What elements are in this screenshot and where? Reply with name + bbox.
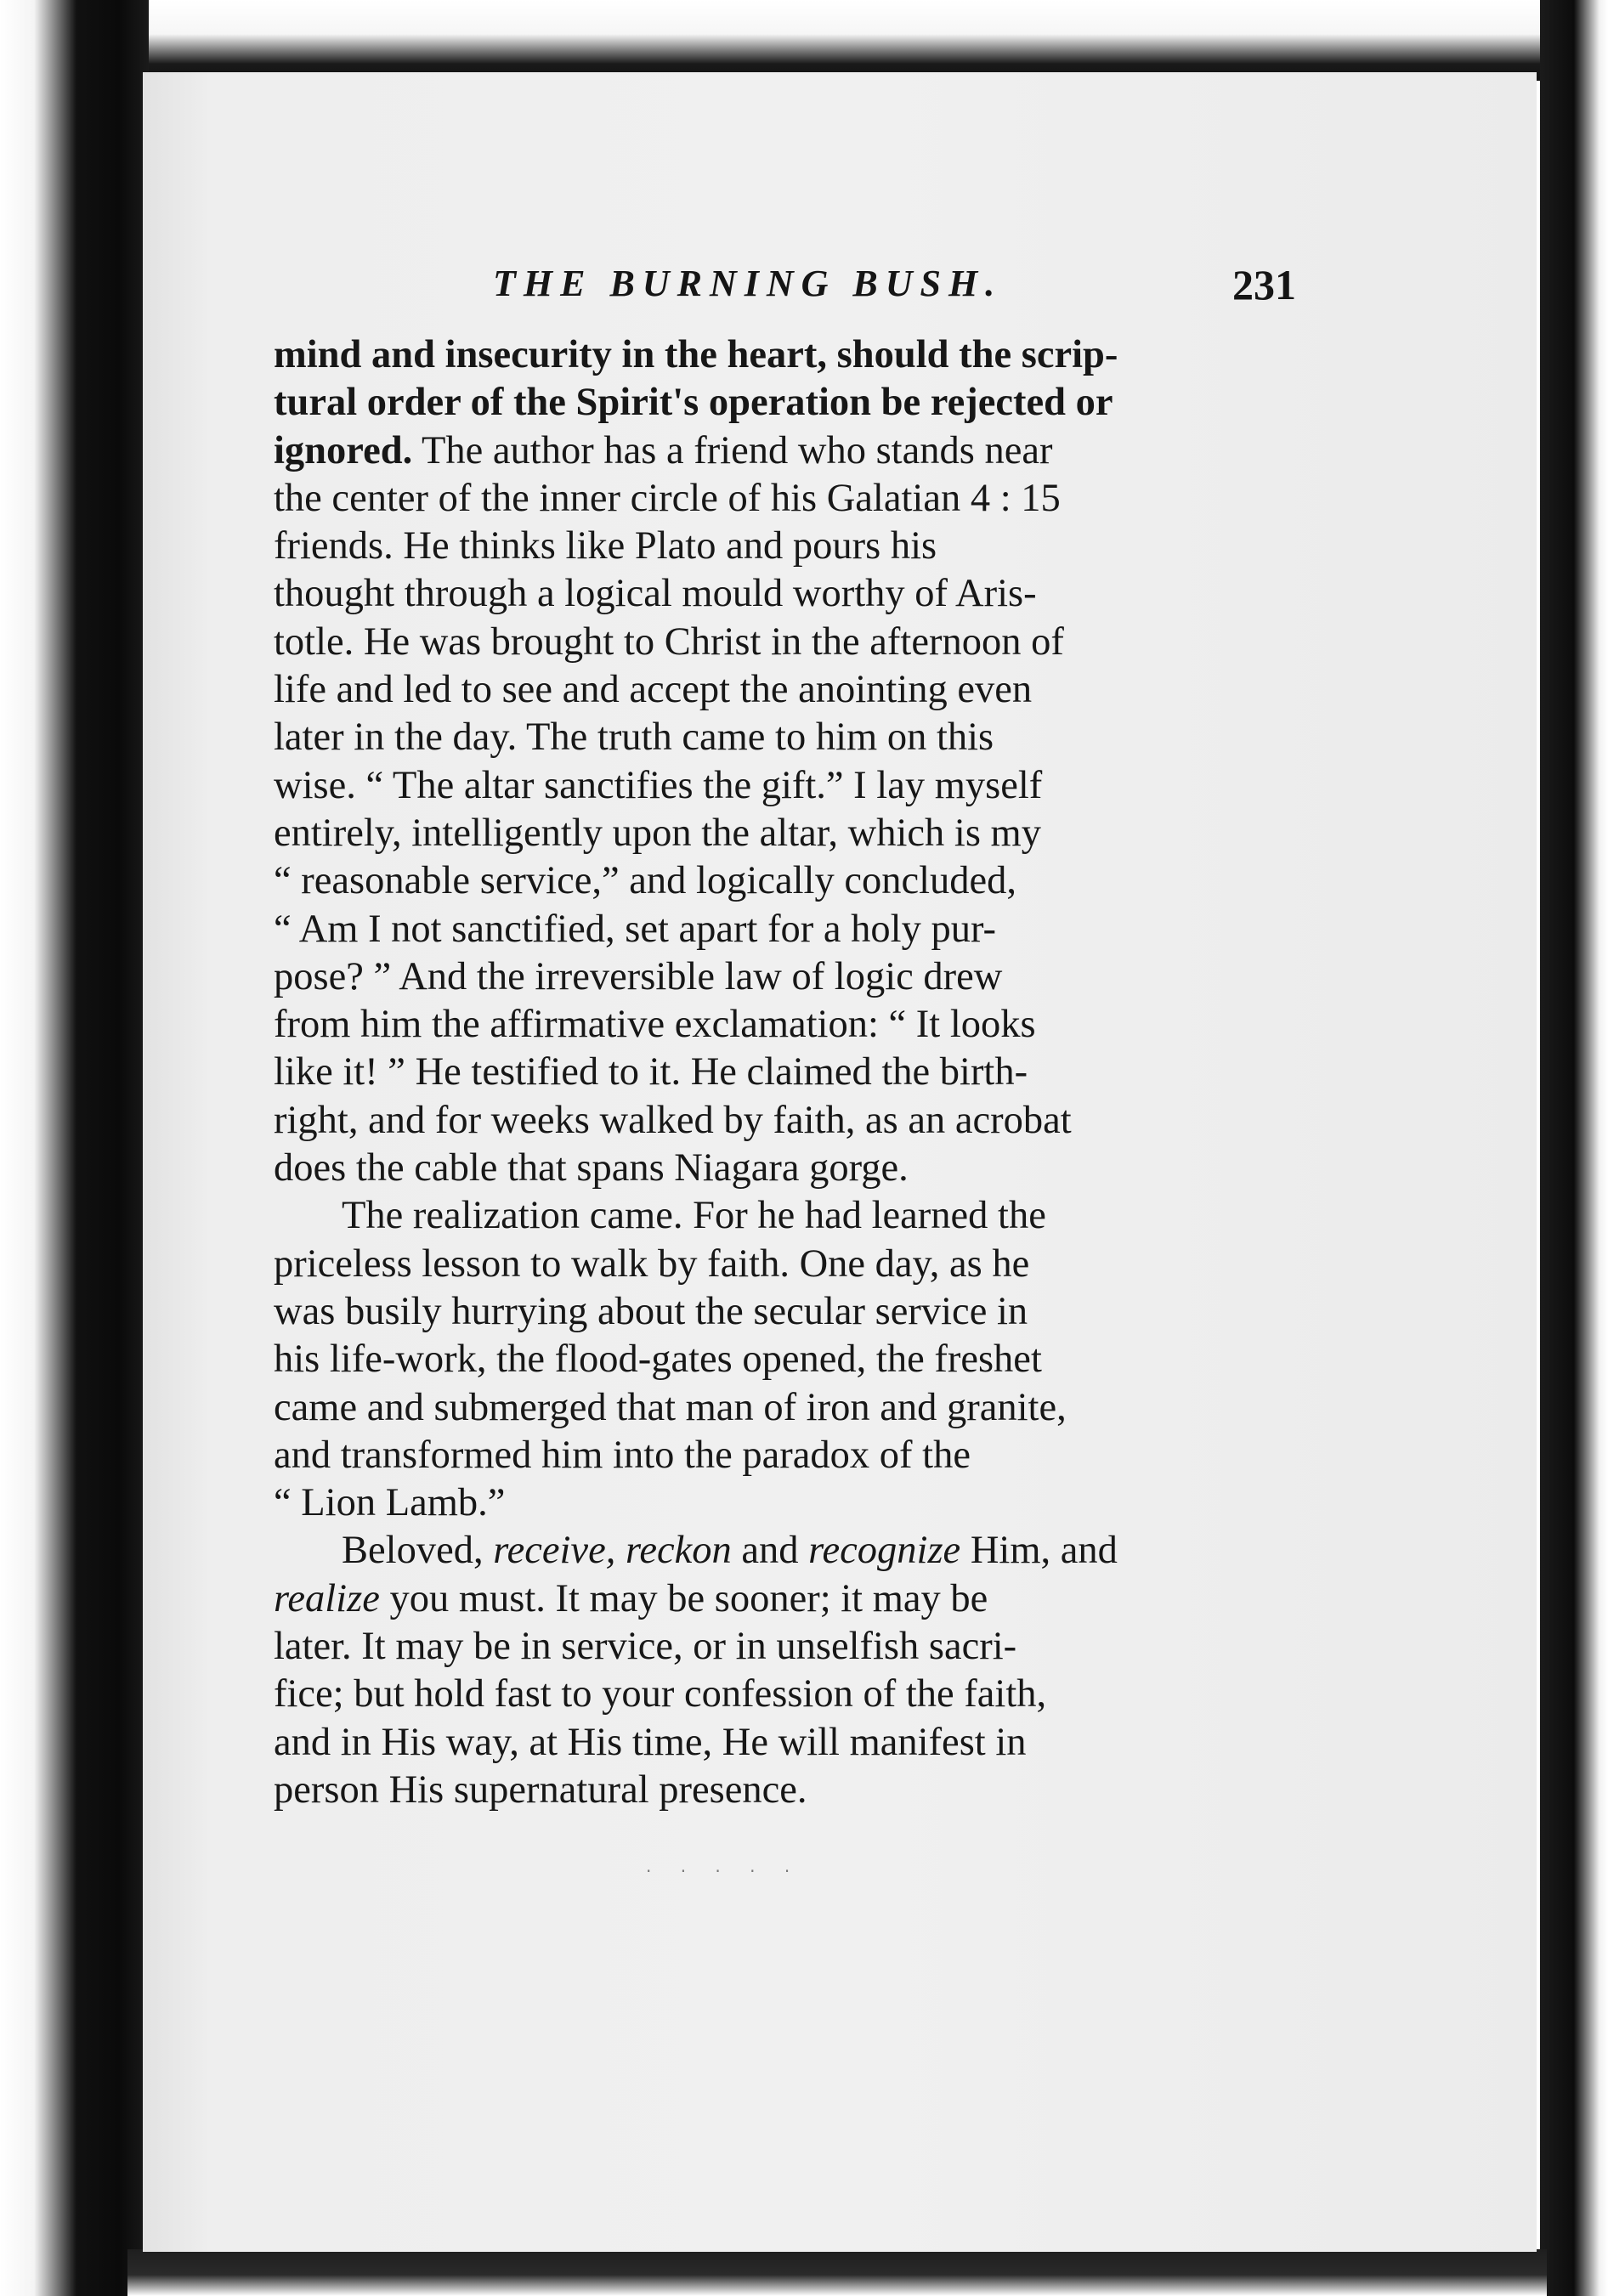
scan-edge-bottom	[127, 2249, 1547, 2296]
paragraph-1	[274, 331, 1302, 1192]
paragraph-3-part-e: you must. It may be sooner; it may be later. It may be in service, or in unselfish sacri- fice; but hold fast to your confession of the faith, and in His way, at His time, He will manifest in person His supernatural presence.	[274, 1576, 1047, 1812]
scan-edge-top	[127, 0, 1547, 81]
paragraph-3-part-c: and	[731, 1529, 809, 1573]
paragraph-2: The realization came. For he had learned the priceless lesson to walk by faith. One day, as he was busily hurrying about the secular service in his life-work, the flood-gates opened, the freshet came and submerged that man of iron and granite, and transformed him into the paradox of the “ Lion Lamb.”	[274, 1194, 1067, 1525]
page-body	[274, 331, 1302, 1814]
paragraph-3-part-d: Him, and	[970, 1529, 1118, 1573]
paragraph-3-part-a: Beloved,	[342, 1529, 494, 1573]
running-title: THE BURNING BUSH.	[493, 263, 1003, 304]
paragraph-3-reckon: reckon	[625, 1529, 732, 1573]
page-header	[280, 255, 1300, 331]
scan-edge-right	[1540, 0, 1608, 2296]
end-ornament: · · · · ·	[646, 1861, 802, 1881]
paragraph-1-lead: mind and insecurity in the heart, should the scrip- tural order of the Spirit's operation be rejected or ignored.	[274, 333, 1118, 472]
scan-edge-left	[0, 0, 149, 2296]
paragraph-3-recognize: recognize	[808, 1529, 961, 1573]
paragraph-3-part-b	[615, 1529, 626, 1572]
paragraph-3-receive: receive,	[493, 1529, 616, 1573]
paragraph-1-rest: The author has a friend who stands near the center of the inner circle of his Galatian 4 : 15 friends. He thinks like Plato and pours his thought through a logical mould worthy of Aris- totle. He was brought to Christ in the afternoon of life and led to see and accept the anointing even later in the day. The truth came to him on this wise. “ The altar sanctifies the gift.” I lay myself entirely, intelligently upon the altar, which is my “ reasonable service,” and logically concluded, “ Am I not sanctified, set apart for a holy pur- pose? ” And the irreversible law of logic drew from him the affirmative exclamation: “ It looks like it! ” He testified to it. He claimed the birth- right, and for weeks walked by faith, as an acrobat does the cable that spans Niagara gorge.	[274, 428, 1072, 1190]
paragraph-3	[274, 1527, 1302, 1814]
page-number: 231	[1232, 261, 1296, 308]
paragraph-3-realize: realize	[274, 1576, 380, 1620]
